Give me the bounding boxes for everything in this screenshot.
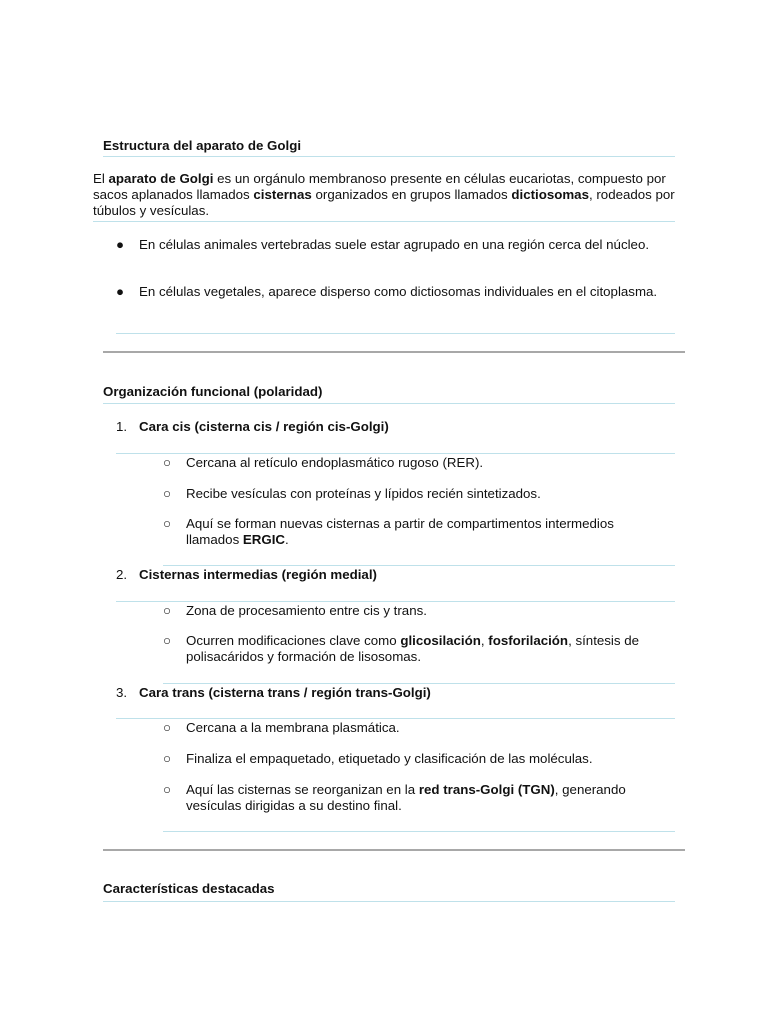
bullet-disc-icon: ●: [115, 237, 125, 252]
section-separator: [103, 849, 685, 851]
list-item: Aquí las cisternas se reorganizan en la red trans-Golgi (TGN), generando vesículas dirigidas a su destino final.: [186, 782, 626, 813]
section-separator: [103, 351, 685, 353]
list-item: Cercana a la membrana plasmática.: [186, 720, 400, 735]
bullet-disc-icon: ●: [115, 284, 125, 299]
divider: [103, 901, 675, 902]
list-item: En células animales vertebradas suele estar agrupado en una región cerca del núcleo.: [139, 237, 650, 252]
intro-paragraph: El aparato de Golgi es un orgánulo membranoso presente en células eucariotas, compuesto por sacos aplanados llamados cisternas organizados en grupos llamados dictiosomas, rodeados por túbulos y vesículas.: [93, 171, 675, 218]
section3-heading: Características destacadas: [103, 881, 275, 896]
list-item: Finaliza el empaquetado, etiquetado y clasificación de las moléculas.: [186, 751, 593, 766]
bullet-circle-icon: ○: [162, 751, 172, 766]
list-number: 3.: [116, 685, 128, 700]
divider: [103, 403, 675, 404]
divider: [93, 221, 675, 222]
divider: [163, 831, 675, 832]
divider: [116, 601, 675, 602]
divider: [103, 156, 675, 157]
list-item: En células vegetales, aparece disperso como dictiosomas individuales en el citoplasma.: [139, 284, 658, 299]
list-number: 2.: [116, 567, 128, 582]
bullet-circle-icon: ○: [162, 516, 172, 531]
list-number: 1.: [116, 419, 128, 434]
divider: [163, 683, 675, 684]
list-item: Zona de procesamiento entre cis y trans.: [186, 603, 427, 618]
item-title-cis: Cara cis (cisterna cis / región cis-Golgi): [139, 419, 389, 434]
bullet-circle-icon: ○: [162, 455, 172, 470]
list-item: Aquí se forman nuevas cisternas a partir de compartimentos intermedios llamados ERGIC.: [186, 516, 614, 547]
section1-heading: Estructura del aparato de Golgi: [103, 138, 302, 153]
divider: [116, 718, 675, 719]
divider: [163, 565, 675, 566]
section2-heading: Organización funcional (polaridad): [103, 384, 323, 399]
divider: [116, 333, 675, 334]
item-title-trans: Cara trans (cisterna trans / región trans-Golgi): [139, 685, 431, 700]
bullet-circle-icon: ○: [162, 633, 172, 648]
list-item: Cercana al retículo endoplasmático rugoso (RER).: [186, 455, 484, 470]
bullet-circle-icon: ○: [162, 720, 172, 735]
bullet-circle-icon: ○: [162, 486, 172, 501]
item-title-medial: Cisternas intermedias (región medial): [139, 567, 377, 582]
list-item: Ocurren modificaciones clave como glicosilación, fosforilación, síntesis de polisacáridos y formación de lisosomas.: [186, 633, 640, 664]
bullet-circle-icon: ○: [162, 603, 172, 618]
list-item: Recibe vesículas con proteínas y lípidos recién sintetizados.: [186, 486, 541, 501]
divider: [116, 453, 675, 454]
bullet-circle-icon: ○: [162, 782, 172, 797]
